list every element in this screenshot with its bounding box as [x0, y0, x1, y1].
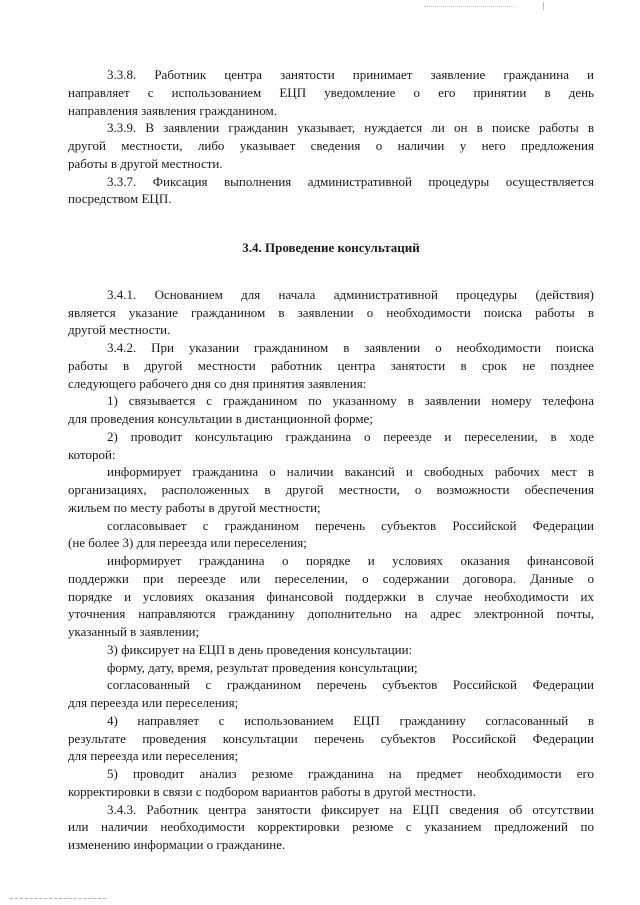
text-line: является указание гражданином в заявлении о необходимости поиска работы в [68, 304, 594, 320]
text-line: которой: [68, 446, 116, 462]
text-line: корректировки в связи с подбором вариантов работы в другой местности. [68, 783, 476, 799]
text-line: указанный в заявлении; [68, 624, 200, 639]
text-line: для переезда или переселения; [68, 748, 239, 764]
text-line: 2) проводит консультацию гражданина о переезде и переселении, в ходе [107, 428, 594, 444]
text-line: направления заявления гражданином. [68, 102, 277, 118]
text-line: форму, дату, время, результат проведения консультации; [107, 659, 418, 675]
text-line: согласовывает с гражданином перечень субъектов Российской Федерации [107, 517, 594, 533]
text-line: для проведения консультации в дистанционной форме; [68, 411, 373, 426]
text-line: для переезда или переселения; [68, 695, 239, 710]
text-line: 3.4.1. Основанием для начала административной процедуры (действия) [107, 286, 594, 302]
text-line: 1) связывается с гражданином по указанному в заявлении номеру телефона [107, 393, 594, 409]
text-line: уточнения направляются гражданину дополнительно на адрес электронной почты, [68, 606, 594, 622]
text-line: 3) фиксирует на ЕЦП в день проведения консультации: [107, 641, 413, 657]
text-line: изменению информации о гражданине. [68, 837, 286, 852]
text-line: 3.3.9. В заявлении гражданин указывает, нуждается ли он в поиске работы в [107, 120, 594, 136]
text-line: работы в другой местности. [68, 155, 223, 171]
text-line: или наличии необходимости корректировки резюме с указанием предложений по [68, 819, 594, 835]
text-line: согласованный с гражданином перечень субъектов Российской Федерации [107, 677, 594, 693]
text-line: 3.3.7. Фиксация выполнения административной процедуры осуществляется [107, 173, 594, 189]
scan-artifact-top-tick [543, 2, 544, 10]
text-line: поддержки при переезде или переселении, о содержании договора. Данные о [68, 570, 594, 586]
text-line: посредством ЕЦП. [68, 191, 172, 207]
text-line: 3.4.3. Работник центра занятости фиксирует на ЕЦП сведения об отсутствии [107, 801, 594, 817]
text-line: 3.4.2. При указании гражданином в заявлении о необходимости поиска [107, 340, 594, 355]
text-line: 3.3.8. Работник центра занятости принимает заявление гражданина и [107, 67, 594, 82]
text-line: другой местности, либо указывает сведения о наличии у него предложения [68, 138, 594, 153]
scan-artifact-bottom [10, 898, 106, 901]
text-line: порядке и условиях оказания финансовой поддержки в случае необходимости их [68, 588, 594, 604]
text-line: следующего рабочего дня со дня принятия заявления: [68, 375, 367, 391]
document-body [68, 66, 594, 854]
text-line: информирует гражданина о наличии вакансий и свободных рабочих мест в [107, 464, 594, 480]
text-line: жильем по месту работы в другой местности; [68, 499, 321, 515]
text-line: 4) направляет с использованием ЕЦП гражданину согласованный в [107, 712, 594, 728]
text-line: другой местности. [68, 322, 171, 338]
text-line: 5) проводит анализ резюме гражданина на предмет необходимости его [107, 766, 594, 781]
text-line: результате проведения консультации перечень субъектов Российской Федерации [68, 730, 594, 746]
text-line: направляет с использованием ЕЦП уведомление о его принятии в день [68, 84, 594, 100]
text-line: информирует гражданина о порядке и условиях оказания финансовой [107, 553, 594, 568]
text-line: организациях, расположенных в другой местности, о возможности обеспечения [68, 482, 594, 497]
section-heading: 3.4. Проведение консультаций [242, 240, 420, 255]
text-line: (не более 3) для переезда или переселения; [68, 535, 307, 551]
scan-artifact-top [424, 6, 514, 11]
text-line: работы в другой местности работник центра занятости в срок не позднее [68, 357, 594, 373]
